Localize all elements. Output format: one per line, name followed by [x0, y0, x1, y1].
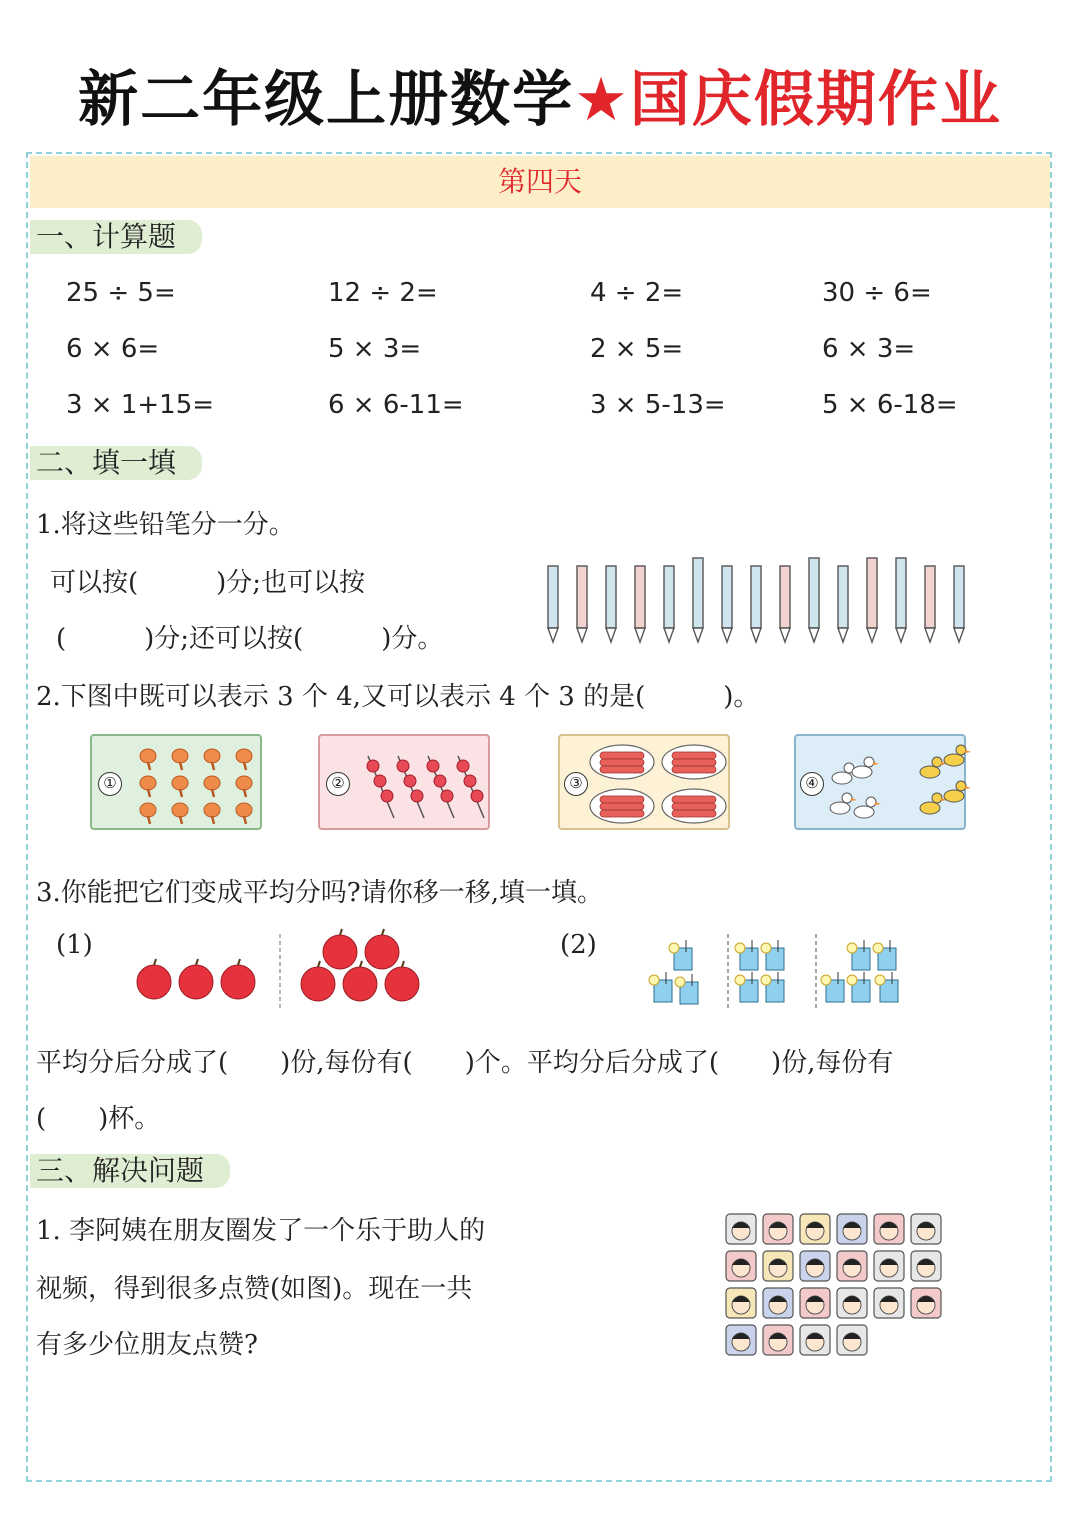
sausage-plate-icon [662, 745, 726, 779]
drink-cup-icon [761, 940, 784, 970]
avatar-icon [837, 1251, 867, 1281]
skewer-icons [360, 742, 490, 828]
question-1-line1: 可以按( )分;也可以按 [50, 568, 366, 598]
option-1-drumsticks [90, 734, 262, 830]
calc-item: 3 × 5-13= [590, 390, 726, 420]
option-number: ④ [800, 772, 824, 796]
drink-cup-icon [735, 940, 758, 970]
drumstick-icons [132, 742, 262, 828]
avatar-icon [800, 1325, 830, 1355]
avatar-icon [837, 1325, 867, 1355]
drumstick-icon [236, 776, 252, 797]
avatar-icon [726, 1325, 756, 1355]
avatar-icon [911, 1214, 941, 1244]
calc-item: 6 × 6= [66, 334, 160, 364]
problem-1-line2: 视频，得到很多点赞(如图)。现在一共 [36, 1274, 473, 1304]
pencil-icon [693, 558, 703, 642]
sausage-plate-icons [588, 740, 732, 830]
drumstick-icon [140, 803, 156, 824]
apple-icon [301, 961, 335, 1001]
pencil-icon [606, 566, 616, 642]
drink-cup-icon [675, 974, 698, 1004]
pencil-icon [867, 558, 877, 642]
avatar-icon [726, 1251, 756, 1281]
avatar-icon [800, 1214, 830, 1244]
problem-1-line3: 有多少位朋友点赞? [36, 1330, 258, 1360]
pencil-icon [751, 566, 761, 642]
drink-cup-icon [735, 972, 758, 1002]
problem-1-line1: 1. 李阿姨在朋友圈发了一个乐于助人的 [36, 1216, 486, 1246]
pencil-icon [809, 558, 819, 642]
title-main: 新二年级上册数学 [78, 65, 575, 135]
duck-icon [852, 757, 879, 778]
pencil-icon [838, 566, 848, 642]
drinks-illustration [640, 930, 940, 1020]
apple-icon [221, 959, 255, 999]
section-problem-solving: 三、解决问题 [30, 1154, 230, 1188]
pencil-icon [896, 558, 906, 642]
avatar-icon [726, 1214, 756, 1244]
drink-cup-icon [875, 972, 898, 1002]
option-number: ② [326, 772, 350, 796]
part-1-label: (1) [56, 930, 93, 960]
pencil-icon [577, 566, 587, 642]
sausage-plate-icon [590, 789, 654, 823]
avatar-icon [726, 1288, 756, 1318]
calc-item: 12 ÷ 2= [328, 278, 438, 308]
avatar-icon [763, 1251, 793, 1281]
pencil-icon [635, 566, 645, 642]
calc-item: 5 × 3= [328, 334, 422, 364]
duck-icon [830, 793, 857, 814]
calc-item: 2 × 5= [590, 334, 684, 364]
page-title [0, 52, 1080, 138]
pencil-icon [954, 566, 964, 642]
apple-icon [137, 959, 171, 999]
calc-item: 6 × 6-11= [328, 390, 464, 420]
drink-cup-icon [649, 972, 672, 1002]
avatar-icon [837, 1214, 867, 1244]
option-number: ① [98, 772, 122, 796]
calc-item: 25 ÷ 5= [66, 278, 176, 308]
drumstick-icon [172, 803, 188, 824]
apple-icon [323, 929, 357, 969]
option-3-sausage-plates [558, 734, 730, 830]
title-highlight: 国庆假期作业 [629, 65, 1002, 135]
avatar-icon [874, 1288, 904, 1318]
pencils-illustration [540, 556, 970, 648]
duck-icon [944, 745, 971, 766]
drumstick-icon [236, 803, 252, 824]
drink-cup-icon [847, 940, 870, 970]
apple-icon [179, 959, 213, 999]
pencil-icon [722, 566, 732, 642]
skewer-icon [457, 756, 484, 818]
drink-cup-icon [847, 972, 870, 1002]
avatar-icon [874, 1251, 904, 1281]
pencil-icon [925, 566, 935, 642]
drink-cup-icon [821, 972, 844, 1002]
drumstick-icon [172, 749, 188, 770]
sausage-plate-icon [662, 789, 726, 823]
drumstick-icon [204, 776, 220, 797]
duck-icon [920, 757, 947, 778]
option-number: ③ [564, 772, 588, 796]
option-2-skewers [318, 734, 490, 830]
calc-item: 4 ÷ 2= [590, 278, 684, 308]
drumstick-icon [140, 749, 156, 770]
duck-icons [824, 740, 968, 830]
part-2-label: (2) [560, 930, 597, 960]
star-icon: ★ [574, 65, 630, 135]
avatar-icon [763, 1325, 793, 1355]
avatar-icon [800, 1288, 830, 1318]
pencil-icon [780, 566, 790, 642]
likes-avatars-illustration [724, 1212, 948, 1358]
skewer-icon [427, 756, 454, 818]
question-3-line1: 平均分后分成了( )份,每份有( )个。平均分后分成了( )份,每份有 [36, 1048, 894, 1078]
skewer-icon [397, 756, 424, 818]
avatar-icon [911, 1251, 941, 1281]
drumstick-icon [204, 803, 220, 824]
avatar-icon [763, 1288, 793, 1318]
avatar-icon [800, 1251, 830, 1281]
question-1-line2: ( )分;还可以按( )分。 [56, 624, 444, 654]
drink-cup-icon [761, 972, 784, 1002]
apples-illustration [130, 926, 430, 1016]
avatar-icon [763, 1214, 793, 1244]
avatar-icon [837, 1288, 867, 1318]
drumstick-icon [204, 749, 220, 770]
avatar-icon [874, 1214, 904, 1244]
option-4-ducks [794, 734, 966, 830]
question-1-title: 1.将这些铅笔分一分。 [36, 510, 295, 540]
section-calculation: 一、计算题 [30, 220, 202, 254]
apple-icon [365, 929, 399, 969]
drink-cup-icon [873, 940, 896, 970]
question-2-title: 2.下图中既可以表示 3 个 4,又可以表示 4 个 3 的是( )。 [36, 682, 760, 712]
sausage-plate-icon [590, 745, 654, 779]
drumstick-icon [140, 776, 156, 797]
question-3-title: 3.你能把它们变成平均分吗?请你移一移,填一填。 [36, 878, 604, 908]
calc-item: 6 × 3= [822, 334, 916, 364]
duck-icon [854, 797, 881, 818]
skewer-icon [367, 756, 394, 818]
question-3-line2: ( )杯。 [36, 1104, 161, 1134]
avatar-icon [911, 1288, 941, 1318]
drumstick-icon [236, 749, 252, 770]
day-banner: 第四天 [30, 156, 1050, 208]
duck-icon [944, 781, 971, 802]
pencil-icon [548, 566, 558, 642]
calc-item: 30 ÷ 6= [822, 278, 932, 308]
section-fill-in: 二、填一填 [30, 446, 202, 480]
calc-item: 3 × 1+15= [66, 390, 215, 420]
drumstick-icon [172, 776, 188, 797]
pencil-icon [664, 566, 674, 642]
duck-icon [920, 793, 947, 814]
calc-item: 5 × 6-18= [822, 390, 958, 420]
drink-cup-icon [669, 940, 692, 970]
